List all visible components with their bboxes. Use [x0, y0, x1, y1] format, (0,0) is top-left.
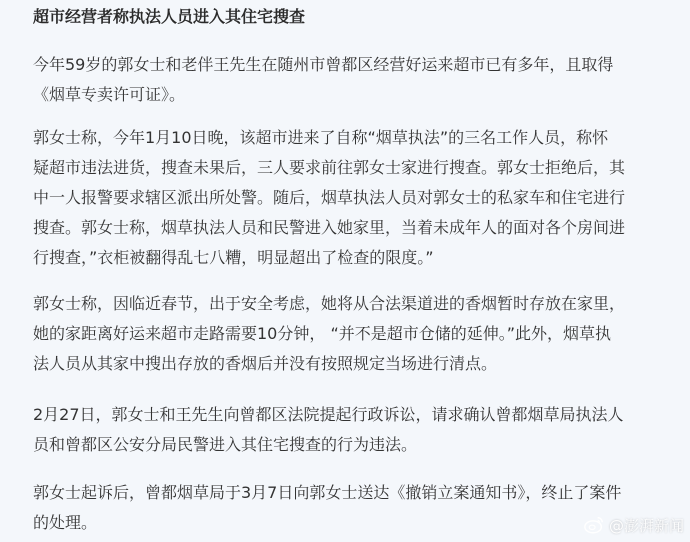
paragraph-line: 郭女士称，因临近春节，出于安全考虑，她将从合法渠道进的香烟暂时存放在家里，: [33, 294, 626, 313]
paragraph-5: [33, 478, 669, 538]
paragraph-line: 疑超市违法进货，搜查未果后，三人要求前往郭女士家进行搜查。郭女士拒绝后，其: [33, 158, 626, 177]
paragraph-line: 2月27日，郭女士和王先生向曾都区法院提起行政诉讼，请求确认曾都烟草局执法人: [33, 405, 624, 424]
paragraph-3: [33, 289, 669, 379]
weibo-icon: [583, 514, 605, 536]
paragraph-line: 中一人报警要求辖区派出所处警。随后，烟草执法人员对郭女士的私家车和住宅进行: [33, 188, 626, 207]
watermark-text: @澎湃新闻: [608, 516, 684, 535]
paragraph-line: 行搜查，”衣柜被翻得乱七八糟，明显超出了检查的限度。”: [33, 248, 434, 267]
paragraph-line: 今年59岁的郭女士和老伴王先生在随州市曾都区经营好运来超市已有多年，且取得: [33, 55, 614, 74]
paragraph-2: [33, 123, 669, 273]
paragraph-line: 员和曾都区公安分局民警进入其住宅搜查的行为违法。: [33, 435, 418, 454]
paragraph-line: 她的家距离好运来超市走路需要10分钟， “并不是超市仓储的延伸。”此外，烟草执: [33, 324, 612, 343]
paragraph-4: [33, 400, 669, 460]
paragraph-line: 郭女士称，今年1月10日晚，该超市进来了自称“烟草执法”的三名工作人员，称怀: [33, 128, 609, 147]
paragraph-line: 郭女士起诉后，曾都烟草局于3月7日向郭女士送达《撤销立案通知书》，终止了案件: [33, 483, 622, 502]
paragraph-line: 《烟草专卖许可证》。: [33, 85, 186, 104]
paragraph-line: 搜查。郭女士称，烟草执法人员和民警进入她家里，当着未成年人的面对各个房间进: [33, 218, 626, 237]
watermark: [583, 514, 684, 536]
paragraph-1: [33, 50, 669, 110]
article-title: 超市经营者称执法人员进入其住宅搜查: [33, 7, 306, 26]
paragraph-line: 法人员从其家中搜出存放的香烟后并没有按照规定当场进行清点。: [33, 354, 498, 373]
paragraph-line: 的处理。: [33, 513, 98, 532]
